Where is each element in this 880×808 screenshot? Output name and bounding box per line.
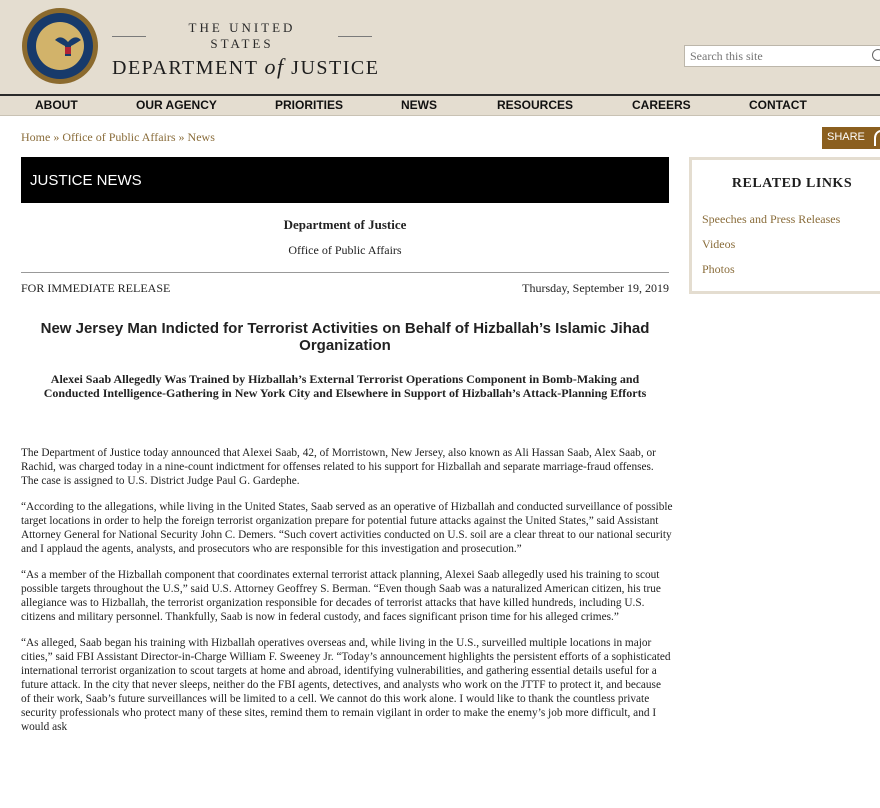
nav-news[interactable]: NEWS — [401, 98, 437, 112]
justice-news-banner: JUSTICE NEWS — [21, 157, 669, 203]
doj-seal-logo[interactable] — [22, 8, 98, 84]
breadcrumb-separator: » — [50, 130, 63, 144]
title-rule-right — [338, 36, 372, 37]
nav-about[interactable]: ABOUT — [35, 98, 78, 112]
site-title-top — [112, 20, 372, 52]
share-icon — [874, 130, 880, 146]
nav-priorities[interactable]: PRIORITIES — [275, 98, 344, 112]
search-box — [684, 45, 880, 67]
share-label: SHARE — [827, 131, 865, 143]
seal-center — [36, 22, 84, 70]
related-links-title: RELATED LINKS — [731, 176, 853, 191]
title-top-text: THE UNITED STATES — [188, 20, 296, 51]
article-paragraph: “As alleged, Saab began his training with Hizballah operatives overseas and, while living in the U.S., surveilled multiple locations in major cities,” said FBI Assistant Director-in-Charge William F. Sweeney Jr. “Today’s announcement highlights the persistent efforts of a sophisticated international terrorist organization to scout targets at home and abroad, identifying vulnerabilities, and gathering essential details useful for a future attack. In the city that never sleeps, neither do the FBI agents, detectives, and analysts who work on the JTTF to protect it, and because of their work, Saab’s future surveillances will be limited to a cell. We cannot do this work alone. I would like to thank the countless private security professionals who protect many of these sites, remind them to remain vigilant in order to make the enemy’s job more difficult, and I would ask — [21, 637, 671, 733]
nav-careers[interactable]: CAREERS — [632, 98, 691, 112]
site-header — [0, 0, 880, 94]
related-links-panel — [689, 157, 880, 294]
related-link-speeches[interactable]: Speeches and Press Releases — [702, 212, 841, 226]
nav-contact[interactable]: CONTACT — [749, 98, 807, 112]
share-button[interactable] — [822, 127, 880, 149]
related-link-videos[interactable]: Videos — [702, 237, 736, 251]
title-justice: JUSTICE — [291, 57, 380, 79]
search-icon[interactable] — [872, 49, 880, 61]
title-of: of — [264, 54, 285, 79]
article-paragraph: “According to the allegations, while living in the United States, Saab served as an operative of Hizballah and conducted surveillance of possible target locations in order to help the foreign terrorist organization prepare for potential future attacks against the United States,” said Assistant Attorney General for National Security John C. Demers. “Such covert activities conducted on U.S. soil are a clear threat to our national security and I applaud the agents, analysts, and prosecutors who are responsible for this investigation and prosecution.” — [21, 501, 673, 555]
breadcrumb-news[interactable]: News — [187, 130, 215, 144]
main-nav — [0, 94, 880, 116]
breadcrumb-office[interactable]: Office of Public Affairs — [62, 130, 176, 144]
search-input[interactable] — [685, 46, 865, 66]
site-title[interactable] — [112, 20, 380, 80]
nav-our-agency[interactable]: OUR AGENCY — [136, 98, 217, 112]
release-date: Thursday, September 19, 2019 — [522, 281, 669, 295]
article-body — [21, 446, 673, 746]
release-status: FOR IMMEDIATE RELEASE — [21, 281, 171, 295]
eagle-icon — [53, 32, 83, 60]
nav-resources[interactable]: RESOURCES — [497, 98, 574, 112]
title-rule-left — [112, 36, 146, 37]
breadcrumb-home[interactable]: Home — [21, 130, 51, 144]
breadcrumb-separator: » — [175, 130, 188, 144]
office-name: Office of Public Affairs — [288, 243, 402, 257]
breadcrumb — [21, 130, 215, 145]
article-paragraph: “As a member of the Hizballah component that coordinates external terrorist attack planning, Alexei Saab allegedly used his training to scout possible targets throughout the U.S,” said U.S. Attorney Geoffrey S. Berman. “Even though Saab was a naturalized American citizen, his true allegiance was to Hizballah, the terrorist organization responsible for decades of terrorist attacks that have killed hundreds, including U.S. citizens and military personnel. Thankfully, Saab is now in federal custody, and faces significant prison time for his alleged crimes.” — [21, 569, 661, 623]
press-release-headline: New Jersey Man Indicted for Terrorist Activities on Behalf of Hizballah’s Islamic Jihad Organization — [40, 320, 650, 354]
site-title-main — [112, 54, 380, 80]
divider — [21, 272, 669, 273]
press-release-subheadline: Alexei Saab Allegedly Was Trained by Hizballah’s External Terrorist Operations Component in Bomb-Making and Conducted Intelligence-Gathering in New York City and Elsewhere in Support of Hizballah’s Attack-Planning Efforts — [43, 372, 647, 400]
article-paragraph: The Department of Justice today announced that Alexei Saab, 42, of Morristown, New Jersey, also known as Ali Hassan Saab, Alex Saab, or Rachid, was charged today in a nine-count indictment for offenses related to his support for Hizballah and separate marriage-fraud offenses. The case is assigned to U.S. District Judge Paul G. Gardephe. — [21, 447, 656, 487]
department-name: Department of Justice — [283, 217, 407, 232]
title-department: DEPARTMENT — [112, 57, 259, 79]
related-link-photos[interactable]: Photos — [702, 262, 735, 276]
